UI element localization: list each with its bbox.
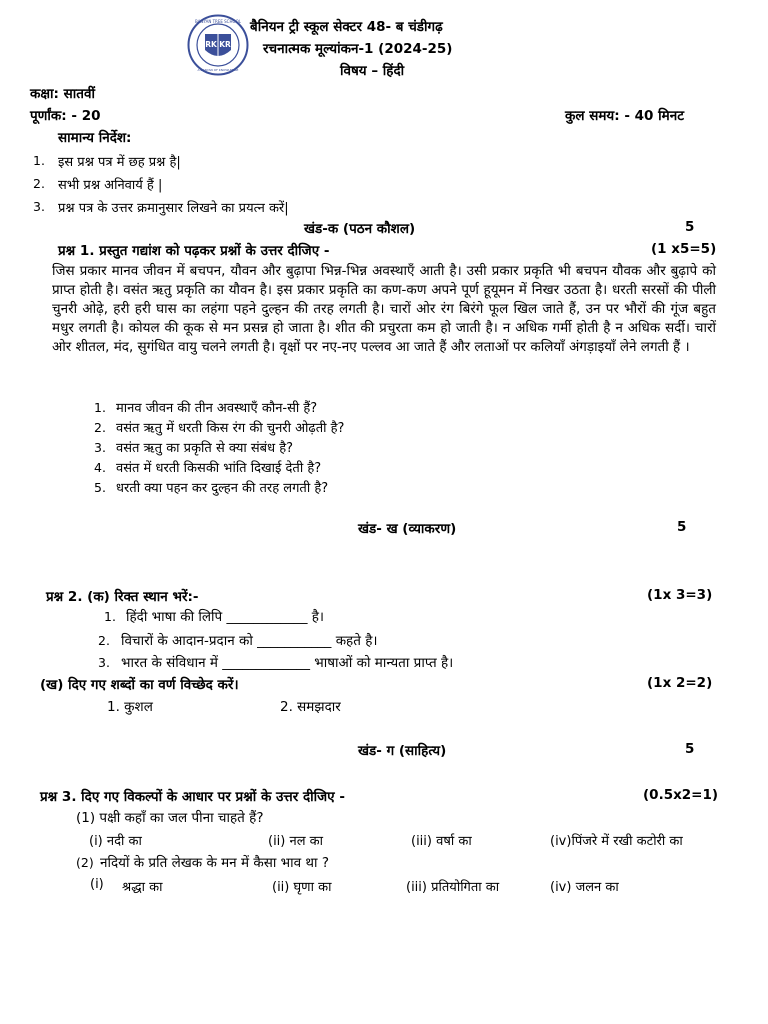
question-2b-title: (ख) दिए गए शब्दों का वर्ण विच्छेद करें। [40,677,239,693]
question-1-title: प्रश्न 1. प्रस्तुत गद्यांश को पढ़कर प्रश्नों के उत्तर दीजिए - [58,243,330,259]
mcq-option: (ii) घृणा का [272,880,332,895]
word-item: 1. कुशल [107,699,153,715]
fill-blank-item: विचारों के आदान-प्रदान को ___________ कहते है। [121,633,378,649]
logo-top-text: BANYAN TREE SCHOOL [194,19,242,24]
question-number: 4. [94,460,106,475]
fill-number: 2. [98,633,110,648]
mcq-option: (ii) नल का [268,834,324,849]
school-name: बैनियन ट्री स्कूल सेक्टर 48- ब चंडीगढ़ [250,19,443,35]
mcq-option: (iv) जलन का [550,880,619,895]
instructions-title: सामान्य निर्देश: [58,130,132,146]
mcq-option-number: (i) [90,877,104,892]
question-number: 5. [94,480,106,495]
instruction-item: प्रश्न पत्र के उत्तर क्रमानुसार लिखने का प्रयत्न करें| [58,201,289,216]
logo-right-text: KR [219,40,231,49]
comprehension-question: मानव जीवन की तीन अवस्थाएँ कौन-सी हैं? [116,401,318,416]
question-2b-marks: (1x 2=2) [647,675,713,691]
instruction-number: 3. [33,199,45,214]
logo-bottom-text: A BANYAN OF KNOWLEDGE [197,68,239,72]
question-2-title: प्रश्न 2. (क) रिक्त स्थान भरें:- [46,589,199,605]
total-time: कुल समय: - 40 मिनट [565,108,685,124]
section-c-marks: 5 [685,741,695,757]
comprehension-question: वसंत ऋतु का प्रकृति से क्या संबंध है? [116,441,294,456]
reading-passage: जिस प्रकार मानव जीवन में बचपन, यौवन और बुढ़ापा भिन्न-भिन्न अवस्थाएँ आती है। उसी प्रकार प्रकृति भी बचपन यौवक और बुढ़ापे को प्राप्त होती है। वसंत ऋतु प्रकृति का यौवन है। इस प्रकार प्रकृति का कण-कण अपने पूर्ण हूयूमन में निखर उठता है। धरती सरसों की पीली चुनरी ओढ़े, हरी हरी घास का लहंगा पहने दुल्हन की तरह लगती है। चारों ओर रंग बिरंगे फूल खिल जाते हैं, उन पर भौरों की गूंज बहुत मधुर लगती है। कोयल की कूक से मन प्रसन्न हो जाता है। शीत की प्रचुरता कम हो जाती है। न अधिक गर्मी होती है न अधिक सर्दी। चारों ओर शीतल, मंद, सुगंधित वायु चलने लगती है। वृक्षों पर नए-नए पल्लव आ जाते हैं और लताओं पर कलियाँ अंगड़ाइयाँ लेने लगती हैं । [52,263,716,355]
mcq-option: श्रद्धा का [122,880,163,895]
comprehension-question: धरती क्या पहन कर दुल्हन की तरह लगती है? [116,481,329,496]
section-b-marks: 5 [677,519,687,535]
max-marks: पूर्णांक: - 20 [30,108,101,124]
instruction-number: 2. [33,176,45,191]
comprehension-question: वसंत ऋतु में धरती किस रंग की चुनरी ओढ़ती है? [116,421,345,436]
instruction-number: 1. [33,153,45,168]
question-1-marks: (1 x5=5) [651,241,717,257]
question-3-title: प्रश्न 3. दिए गए विकल्पों के आधार पर प्रश्नों के उत्तर दीजिए - [40,789,345,805]
fill-number: 1. [104,609,116,624]
mcq-question: (1) पक्षी कहाँ का जल पीना चाहते हैं? [76,810,264,826]
fill-blank-item: हिंदी भाषा की लिपि ____________ है। [126,609,325,625]
question-number: 3. [94,440,106,455]
mcq-option: (iv)पिंजरे में रखी कटोरी का [550,834,683,849]
question-3-marks: (0.5x2=1) [643,787,719,803]
mcq-question: नदियों के प्रति लेखक के मन में कैसा भाव था ? [100,855,329,871]
section-c-title: खंड- ग (साहित्य) [358,743,447,759]
instruction-item: इस प्रश्न पत्र में छह प्रश्न है| [58,155,181,170]
fill-number: 3. [98,655,110,670]
fill-blank-item: भारत के संविधान में _____________ भाषाओं को मान्यता प्राप्त है। [121,655,454,671]
exam-title: रचनात्मक मूल्यांकन-1 (2024-25) [263,41,453,57]
word-item: 2. समझदार [280,699,341,715]
subject-title: विषय – हिंदी [340,63,405,79]
comprehension-question: वसंत में धरती किसकी भांति दिखाई देती है? [116,461,322,476]
question-number: 1. [94,400,106,415]
question-2-marks: (1x 3=3) [647,587,713,603]
mcq-option: (iii) वर्षा का [411,834,472,849]
mcq-number: (2) [76,855,94,870]
section-a-title: खंड-क (पठन कौशल) [304,221,416,237]
mcq-option: (iii) प्रतियोगिता का [406,880,500,895]
class-label: कक्षा: सातवीं [30,86,95,102]
section-b-title: खंड- ख (व्याकरण) [358,521,457,537]
instruction-item: सभी प्रश्न अनिवार्य हैं | [58,178,163,193]
section-a-marks: 5 [685,219,695,235]
school-logo [187,14,249,76]
question-number: 2. [94,420,106,435]
mcq-option: (i) नदी का [89,834,142,849]
logo-left-text: RK [205,40,217,49]
